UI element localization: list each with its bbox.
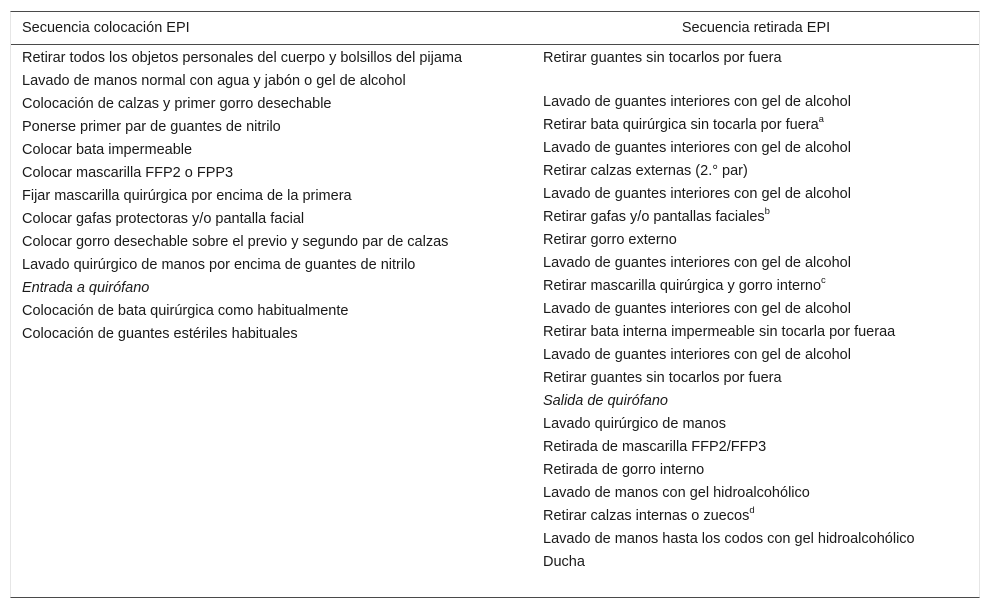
retirada-step-13: Lavado de guantes interiores con gel de alcohol: [543, 347, 851, 363]
retirada-step-21: Ducha: [543, 554, 585, 570]
colocacion-step-1: Retirar todos los objetos personales del cuerpo y bolsillos del pijama: [22, 50, 463, 66]
colocacion-column: [22, 48, 512, 347]
retirada-step-17: Retirada de gorro interno: [543, 462, 705, 478]
footnote-mark-a: a: [818, 114, 824, 126]
retirada-column: [543, 48, 963, 575]
retirada-step-18: Lavado de manos con gel hidroalcohólico: [543, 485, 810, 501]
retirada-step-12: Retirar bata interna impermeable sin tocarla por fueraa: [543, 324, 896, 340]
colocacion-step-5: Colocar bata impermeable: [22, 142, 193, 158]
footnote-mark-d: d: [749, 505, 755, 517]
header-colocacion: Secuencia colocación EPI: [22, 20, 190, 36]
retirada-step-4: Lavado de guantes interiores con gel de alcohol: [543, 140, 851, 156]
retirada-step-2: Lavado de guantes interiores con gel de alcohol: [543, 94, 851, 110]
retirada-salida-quirofano: Salida de quirófano: [543, 393, 668, 409]
colocacion-step-10: Lavado quirúrgico de manos por encima de guantes de nitrilo: [22, 257, 416, 273]
footnote-mark-c: c: [821, 275, 826, 287]
colocacion-step-8: Colocar gafas protectoras y/o pantalla facial: [22, 211, 305, 227]
colocacion-step-7: Fijar mascarilla quirúrgica por encima de la primera: [22, 188, 352, 204]
colocacion-step-12: Colocación de guantes estériles habituales: [22, 326, 298, 342]
retirada-step-5: Retirar calzas externas (2.° par): [543, 163, 748, 179]
retirada-step-15: Lavado quirúrgico de manos: [543, 416, 726, 432]
retirada-step-9: Lavado de guantes interiores con gel de alcohol: [543, 255, 851, 271]
retirada-step-3: [543, 115, 963, 136]
retirada-step-10: [543, 276, 963, 297]
retirada-step-20: Lavado de manos hasta los codos con gel hidroalcohólico: [543, 531, 915, 547]
colocacion-step-9: Colocar gorro desechable sobre el previo y segundo par de calzas: [22, 234, 449, 250]
colocacion-step-6: Colocar mascarilla FFP2 o FPP3: [22, 165, 234, 181]
header-retirada: Secuencia retirada EPI: [681, 20, 831, 36]
colocacion-step-2: Lavado de manos normal con agua y jabón o gel de alcohol: [22, 73, 406, 89]
retirada-step-19-text: Retirar calzas internas o zuecos: [543, 508, 750, 524]
retirada-step-1: Retirar guantes sin tocarlos por fuera: [543, 50, 782, 66]
footnote-mark-b: b: [764, 206, 770, 218]
retirada-step-7-text: Retirar gafas y/o pantallas faciales: [543, 209, 765, 225]
epi-sequence-table: [10, 11, 980, 598]
colocacion-step-3: Colocación de calzas y primer gorro desechable: [22, 96, 332, 112]
colocacion-step-4: Ponerse primer par de guantes de nitrilo: [22, 119, 281, 135]
retirada-step-14: Retirar guantes sin tocarlos por fuera: [543, 370, 782, 386]
retirada-step-6: Lavado de guantes interiores con gel de alcohol: [543, 186, 851, 202]
retirada-step-3-text: Retirar bata quirúrgica sin tocarla por fuera: [543, 117, 819, 133]
retirada-step-19: [543, 506, 963, 527]
retirada-step-11: Lavado de guantes interiores con gel de alcohol: [543, 301, 851, 317]
retirada-step-10-text: Retirar mascarilla quirúrgica y gorro interno: [543, 278, 822, 294]
colocacion-entrada-quirofano: Entrada a quirófano: [22, 280, 150, 296]
retirada-step-7: [543, 207, 963, 228]
table-header-row: [11, 12, 979, 45]
colocacion-step-11: Colocación de bata quirúrgica como habitualmente: [22, 303, 349, 319]
retirada-step-16: Retirada de mascarilla FFP2/FFP3: [543, 439, 767, 455]
retirada-step-8: Retirar gorro externo: [543, 232, 677, 248]
